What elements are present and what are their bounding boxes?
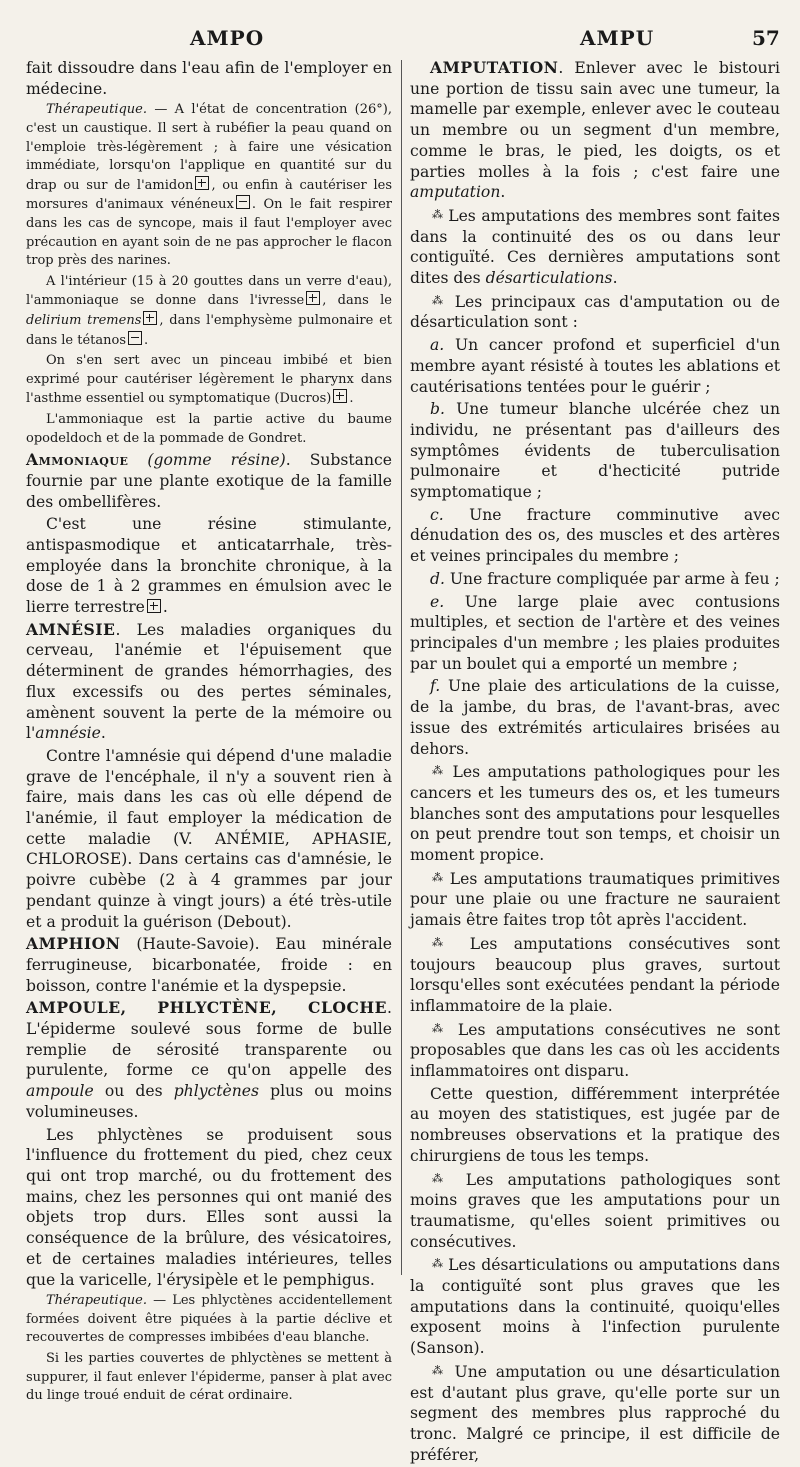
paragraph: ⁂ Les amputations traumatiques primitives pour une plaie ou une fracture ne sauraient jamais être faites trop tôt après l'accident.	[410, 869, 780, 930]
entry-amnesie: AMNÉSIE. Les maladies organiques du cerveau, l'anémie et l'épuisement que déterminent de grandes hémorrhagies, des flux excessifs ou des pertes séminales, amènent souvent la perte de la mémoire ou l'amnésie.	[26, 619, 392, 743]
entry-head: AMNÉSIE	[26, 619, 116, 639]
asterism-icon: ⁂	[432, 207, 443, 221]
paragraph: L'ammoniaque est la partie active du baume opodeldoch et de la pommade de Gondret.	[26, 411, 392, 446]
boxed-plus-icon	[306, 291, 320, 305]
asterism-icon: ⁂	[432, 1171, 452, 1185]
list-item: f. Une plaie des articulations de la cuisse, de la jambe, du bras, de l'avant-bras, avec issue des extrémités articulaires brisées au dehors.	[410, 677, 780, 758]
boxed-minus-icon	[236, 195, 250, 209]
column-divider	[401, 60, 402, 1275]
boxed-plus-icon	[195, 176, 209, 190]
asterism-icon: ⁂	[432, 293, 446, 307]
asterism-icon: ⁂	[432, 870, 444, 884]
paragraph: Les phlyctènes se produisent sous l'influence du frottement du pied, chez ceux qui ont trop marché, ou du frottement des mains, chez les personnes qui ont manié des objets trop durs. Elles sont aussi la conséquence de la brûlure, des vésicatoires, et de certaines maladies intérieures, telles que la varicelle, l'érysipèle et le pemphigus.	[26, 1125, 392, 1289]
entry-head: AMPUTATION	[430, 58, 559, 77]
running-head	[0, 20, 800, 50]
asterism-icon: ⁂	[432, 764, 445, 778]
paragraph: ⁂ Les amputations consécutives sont toujours beaucoup plus graves, surtout lorsqu'elles sont exécutées pendant la période inflammatoire de la plaie.	[410, 934, 781, 1015]
entry-head: AMPOULE, PHLYCTÈNE, CLOCHE	[26, 998, 388, 1018]
right-column	[410, 58, 780, 1467]
paragraph: ⁂ Les principaux cas d'amputation ou de désarticulation sont :	[410, 292, 780, 332]
entry-ampoule: AMPOULE, PHLYCTÈNE, CLOCHE. L'épiderme soulevé sous forme de bulle remplie de sérosité transparente ou purulente, forme ce qu'on appelle des ampoule ou des phlyctènes plus ou moins volumineuses.	[26, 998, 392, 1121]
list-item: e. Une large plaie avec contusions multiples, et section de l'artère et des veines principales d'un membre ; les plaies produites par un boulet qui a emporté un membre ;	[410, 592, 780, 673]
paragraph: ⁂ Les amputations pathologiques pour les cancers et les tumeurs des os, et les tumeurs blanches sont des amputations pour lesquelles on peut prendre tout son temps, et choisir un moment propice.	[410, 763, 780, 865]
paragraph: Si les parties couvertes de phlyctènes se mettent à suppurer, il faut enlever l'épiderme, panser à plat avec du linge troué enduit de cérat ordinaire.	[26, 1351, 392, 1404]
entry-head: Ammoniaque	[26, 450, 129, 470]
paragraph-therapeutique: Thérapeutique. — Les phlyctènes accidentellement formées doivent être piquées à la partie déclive et recouvertes de compresses imbibées d'eau blanche.	[26, 1293, 392, 1346]
paragraph: Contre l'amnésie qui dépend d'une maladie grave de l'encéphale, il n'y a souvent rien à faire, mais dans les cas où elle dépend de l'anémie, il faut employer la médication de cette maladie (V. ANÉMIE, APHASIE, CHLOROSE). Dans certains cas d'amnésie, le poivre cubèbe (2 à 4 grammes par jour pendant quinze à vingt jours) a été très-utile et a produit la guérison (Debout).	[26, 746, 392, 931]
list-item: b. Une tumeur blanche ulcérée chez un individu, ne présentant pas d'ailleurs des symptômes évidents de tuberculisation pulmonaire et d'hecticité putride symptomatique ;	[410, 400, 780, 502]
running-head-right: AMPU	[580, 26, 655, 50]
boxed-plus-icon	[147, 599, 161, 613]
paragraph: C'est une résine stimulante, antispasmodique et anticatarrhale, très-employée dans la bronchite chronique, à la dose de 1 à 2 grammes en émulsion avec le lierre terrestre .	[26, 515, 392, 617]
list-item: d. Une fracture compliquée par arme à feu ;	[430, 569, 780, 588]
asterism-icon: ⁂	[432, 935, 454, 949]
boxed-plus-icon	[143, 311, 157, 325]
entry-amphion: AMPHION (Haute-Savoie). Eau minérale ferrugineuse, bicarbonatée, froide : en boisson, contre l'anémie et la dyspepsie.	[26, 934, 392, 995]
paragraph: ⁂ Une amputation ou une désarticulation est d'autant plus grave, qu'elle porte sur un segment des membres plus rapproché du tronc. Malgré ce principe, il est difficile de préférer,	[410, 1362, 780, 1464]
paragraph: ⁂ Les amputations pathologiques sont moins graves que les amputations pour un traumatisme, qu'elles soient primitives ou consécutives.	[410, 1170, 781, 1251]
asterism-icon: ⁂	[432, 1257, 443, 1271]
paragraph: ⁂ Les amputations des membres sont faites dans la continuité des os ou dans leur contiguïté. Ces dernières amputations sont dites des désarticulations.	[410, 206, 780, 288]
boxed-minus-icon	[128, 331, 142, 345]
paragraph: On s'en sert avec un pinceau imbibé et bien exprimé pour cautériser légèrement le pharynx dans l'asthme essentiel ou symptomatique (Ducros) .	[26, 353, 392, 407]
asterism-icon: ⁂	[432, 1363, 446, 1377]
page-number: 57	[752, 26, 780, 50]
list-item: c. Une fracture comminutive avec dénudation des os, des muscles et des artères et veines principales du membre ;	[410, 505, 780, 566]
asterism-icon: ⁂	[432, 1021, 448, 1035]
paragraph: ⁂ Les amputations consécutives ne sont proposables que dans les cas où les accidents inflammatoires ont disparu.	[410, 1020, 780, 1081]
entry-ammoniaque: Ammoniaque (gomme résine). Substance fournie par une plante exotique de la famille des ombellifères.	[26, 450, 392, 511]
list-item: a. Un cancer profond et superficiel d'un membre ayant résisté à toutes les ablations et cautérisations tentées pour le guérir ;	[410, 336, 780, 396]
entry-head: AMPHION	[26, 934, 121, 954]
boxed-plus-icon	[333, 389, 347, 403]
paragraph: A l'intérieur (15 à 20 gouttes dans un verre d'eau), l'ammoniaque se donne dans l'ivresse , dans le delirium tremens , dans l'emphysème pulmonaire et dans le tétanos .	[26, 273, 392, 348]
paragraph: fait dissoudre dans l'eau afin de l'employer en médecine.	[26, 59, 392, 98]
paragraph: Cette question, différemment interprétée au moyen des statistiques, est jugée par de nombreuses observations et la pratique des chirurgiens de tous les temps.	[410, 1084, 780, 1165]
paragraph: ⁂ Les désarticulations ou amputations dans la contiguïté sont plus graves que les amputations dans la continuité, quoiqu'elles exposent moins à l'infection purulente (Sanson).	[410, 1256, 780, 1358]
entry-amputation: AMPUTATION. Enlever avec le bistouri une portion de tissu sain avec une tumeur, la mamelle par exemple, enlever avec le couteau un membre ou un segment d'un membre, comme le bras, le pied, les doigts, os et parties molles à la fois ; c'est faire une amputation.	[410, 58, 780, 202]
paragraph-therapeutique: Thérapeutique. — A l'état de concentration (26°), c'est un caustique. Il sert à rubéfier la peau quand on l'emploie très-légèrement ; à faire une vésication immédiate, lorsqu'on l'applique en quantité sur du drap ou sur de l'amidon , ou enfin à cautériser les morsures d'animaux vénéneux . On le fait respirer dans les cas de syncope, mais il faut l'employer avec précaution en ayant soin de ne pas approcher le flacon trop près des narines.	[26, 102, 393, 269]
left-column	[26, 58, 392, 1408]
running-head-left: AMPO	[190, 26, 265, 50]
